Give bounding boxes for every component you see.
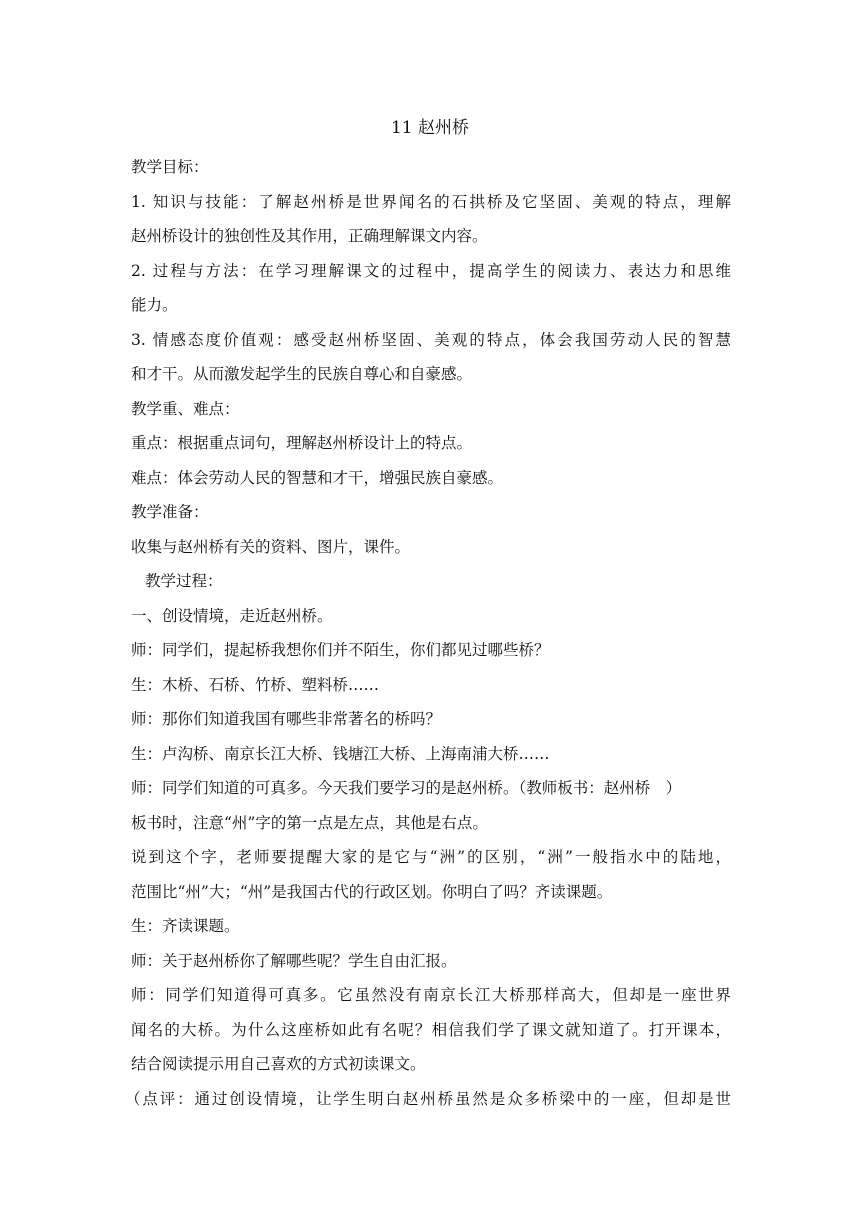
- preparation-line: 收集与赵州桥有关的资料、图片，课件。: [131, 537, 411, 556]
- dialogue-teacher-3-line-1: 师：同学们知道的可真多。今天我们要学习的是赵州桥。（教师板书：赵州桥 ）: [131, 779, 682, 797]
- section-heading-process: 教学过程：: [145, 572, 223, 590]
- section-heading-objectives: 教学目标：: [131, 158, 209, 176]
- dialogue-teacher-5-line-3: 结合阅读提示用自己喜欢的方式初读课文。: [131, 1055, 426, 1073]
- dialogue-student-2: 生：卢沟桥、南京长江大桥、钱塘江大桥、上海南浦大桥……: [131, 744, 550, 763]
- objective-2-line-2: 能力。: [131, 296, 178, 314]
- comment-line: （点评：通过创设情境，让学生明白赵州桥虽然是众多桥梁中的一座，但却是世: [125, 1089, 731, 1108]
- dialogue-teacher-1: 师：同学们，提起桥我想你们并不陌生，你们都见过哪些桥？: [131, 641, 550, 659]
- dialogue-teacher-2: 师：那你们知道我国有哪些非常著名的桥吗？: [131, 710, 442, 728]
- dialogue-teacher-5-line-1: 师：同学们知道得可真多。它虽然没有南京长江大桥那样高大，但却是一座世界: [131, 986, 731, 1004]
- explanation-line-1: 说到这个字，老师要提醒大家的是它与“洲”的区别，“洲”一般指水中的陆地，: [131, 848, 731, 866]
- key-point-line: 重点：根据重点词句，理解赵州桥设计上的特点。: [131, 434, 473, 452]
- difficult-point-line: 难点：体会劳动人民的智慧和才干，增强民族自豪感。: [131, 468, 504, 487]
- objective-1-line-1: 1. 知识与技能：了解赵州桥是世界闻名的石拱桥及它坚固、美观的特点，理解: [131, 192, 731, 211]
- document-body: [125, 150, 731, 1116]
- document-title: 11 赵州桥: [390, 118, 470, 138]
- process-step-1-heading: 一、创设情境，走近赵州桥。: [131, 606, 333, 625]
- dialogue-student-1: 生：木桥、石桥、竹桥、塑料桥……: [131, 675, 380, 694]
- dialogue-teacher-5-line-2: 闻名的大桥。为什么这座桥如此有名呢？相信我们学了课文就知道了。打开课本，: [131, 1020, 731, 1039]
- objective-3-line-1: 3. 情感态度价值观：感受赵州桥坚固、美观的特点，体会我国劳动人民的智慧: [131, 330, 731, 349]
- objective-2-line-1: 2. 过程与方法：在学习理解课文的过程中，提高学生的阅读力、表达力和思维: [131, 261, 731, 280]
- dialogue-teacher-3-line-2: 板书时，注意“州”字的第一点是左点，其他是右点。: [131, 813, 488, 832]
- explanation-line-2: 范围比“州”大；“州”是我国古代的行政区划。你明白了吗？齐读课题。: [131, 882, 613, 901]
- dialogue-student-3: 生：齐读课题。: [131, 917, 240, 935]
- dialogue-teacher-4: 师：关于赵州桥你了解哪些呢？学生自由汇报。: [131, 951, 457, 970]
- objective-1-line-2: 赵州桥设计的独创性及其作用，正确理解课文内容。: [131, 227, 488, 245]
- objective-3-line-2: 和才干。从而激发起学生的民族自尊心和自豪感。: [131, 365, 473, 383]
- section-heading-preparation: 教学准备：: [131, 503, 209, 521]
- section-heading-key-points: 教学重、难点：: [131, 399, 240, 418]
